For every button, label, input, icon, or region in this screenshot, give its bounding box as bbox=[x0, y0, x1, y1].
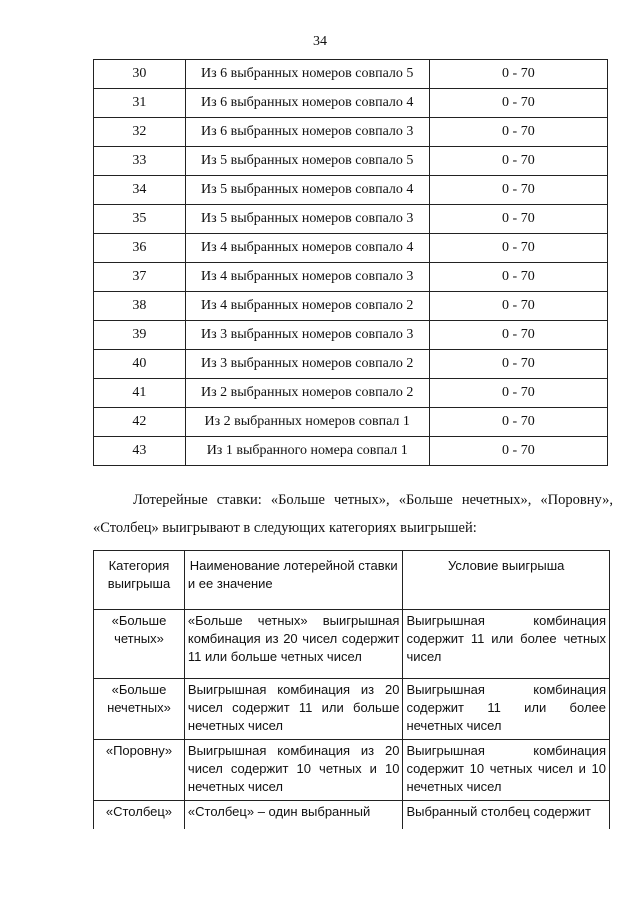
results-table-body bbox=[94, 60, 608, 466]
row-range: 0 - 70 bbox=[429, 147, 607, 176]
paragraph-line-2: «Столбец» выигрывают в следующих категориях выигрышей: bbox=[93, 520, 477, 536]
paragraph-line-1: Лотерейные ставки: «Больше четных», «Больше нечетных», «Поровну», bbox=[133, 492, 613, 508]
table-row bbox=[94, 679, 610, 740]
row-name: «Столбец» – один выбранный bbox=[184, 801, 403, 830]
row-category: «Поровну» bbox=[94, 740, 185, 801]
row-description: Из 2 выбранных номеров совпал 1 bbox=[185, 408, 429, 437]
row-number: 34 bbox=[94, 176, 186, 205]
row-description: Из 4 выбранных номеров совпало 4 bbox=[185, 234, 429, 263]
row-range: 0 - 70 bbox=[429, 379, 607, 408]
row-range: 0 - 70 bbox=[429, 234, 607, 263]
row-range: 0 - 70 bbox=[429, 292, 607, 321]
row-range: 0 - 70 bbox=[429, 60, 607, 89]
row-description: Из 6 выбранных номеров совпало 4 bbox=[185, 89, 429, 118]
table-row bbox=[94, 408, 608, 437]
row-number: 43 bbox=[94, 437, 186, 466]
row-number: 30 bbox=[94, 60, 186, 89]
row-condition: Выигрышная комбинация содержит 10 четных чисел и 10 нечетных чисел bbox=[403, 740, 610, 801]
row-description: Из 5 выбранных номеров совпало 3 bbox=[185, 205, 429, 234]
row-number: 35 bbox=[94, 205, 186, 234]
row-range: 0 - 70 bbox=[429, 408, 607, 437]
table-row bbox=[94, 379, 608, 408]
table-row bbox=[94, 118, 608, 147]
row-description: Из 3 выбранных номеров совпало 3 bbox=[185, 321, 429, 350]
table-row bbox=[94, 176, 608, 205]
row-range: 0 - 70 bbox=[429, 176, 607, 205]
row-name: Выигрышная комбинация из 20 чисел содержит 11 или больше нечетных чисел bbox=[184, 679, 403, 740]
row-range: 0 - 70 bbox=[429, 437, 607, 466]
row-number: 32 bbox=[94, 118, 186, 147]
row-range: 0 - 70 bbox=[429, 89, 607, 118]
table-row bbox=[94, 292, 608, 321]
table-row bbox=[94, 610, 610, 679]
table-row bbox=[94, 263, 608, 292]
page-number: 34 bbox=[313, 34, 327, 49]
row-range: 0 - 70 bbox=[429, 321, 607, 350]
row-number: 31 bbox=[94, 89, 186, 118]
table-row bbox=[94, 60, 608, 89]
header-category: Категория выигрыша bbox=[94, 551, 185, 610]
header-name: Наименование лотерейной ставки и ее значение bbox=[184, 551, 403, 610]
row-condition: Выигрышная комбинация содержит 11 или более четных чисел bbox=[403, 610, 610, 679]
table-row bbox=[94, 801, 610, 830]
row-name: «Больше четных» выигрышная комбинация из 20 чисел содержит 11 или больше четных чисел bbox=[184, 610, 403, 679]
table-row bbox=[94, 89, 608, 118]
row-number: 38 bbox=[94, 292, 186, 321]
row-name: Выигрышная комбинация из 20 чисел содержит 10 четных и 10 нечетных чисел bbox=[184, 740, 403, 801]
row-category: «Столбец» bbox=[94, 801, 185, 830]
row-range: 0 - 70 bbox=[429, 205, 607, 234]
row-range: 0 - 70 bbox=[429, 263, 607, 292]
row-description: Из 3 выбранных номеров совпало 2 bbox=[185, 350, 429, 379]
table-row bbox=[94, 147, 608, 176]
row-description: Из 4 выбранных номеров совпало 3 bbox=[185, 263, 429, 292]
row-number: 36 bbox=[94, 234, 186, 263]
row-range: 0 - 70 bbox=[429, 350, 607, 379]
row-description: Из 2 выбранных номеров совпало 2 bbox=[185, 379, 429, 408]
table-row bbox=[94, 740, 610, 801]
results-table bbox=[93, 59, 608, 466]
table-row bbox=[94, 234, 608, 263]
table-row bbox=[94, 205, 608, 234]
table-row bbox=[94, 437, 608, 466]
row-description: Из 1 выбранного номера совпал 1 bbox=[185, 437, 429, 466]
row-condition: Выигрышная комбинация содержит 11 или более нечетных чисел bbox=[403, 679, 610, 740]
row-description: Из 4 выбранных номеров совпало 2 bbox=[185, 292, 429, 321]
row-description: Из 5 выбранных номеров совпало 4 bbox=[185, 176, 429, 205]
table-row bbox=[94, 350, 608, 379]
intro-paragraph bbox=[93, 486, 613, 542]
header-condition: Условие выигрыша bbox=[403, 551, 610, 610]
row-number: 33 bbox=[94, 147, 186, 176]
row-range: 0 - 70 bbox=[429, 118, 607, 147]
row-number: 40 bbox=[94, 350, 186, 379]
table-row bbox=[94, 321, 608, 350]
row-category: «Больше нечетных» bbox=[94, 679, 185, 740]
row-category: «Больше четных» bbox=[94, 610, 185, 679]
row-description: Из 6 выбранных номеров совпало 3 bbox=[185, 118, 429, 147]
row-condition: Выбранный столбец содержит bbox=[403, 801, 610, 830]
row-number: 37 bbox=[94, 263, 186, 292]
row-description: Из 6 выбранных номеров совпало 5 bbox=[185, 60, 429, 89]
row-number: 42 bbox=[94, 408, 186, 437]
row-number: 41 bbox=[94, 379, 186, 408]
row-description: Из 5 выбранных номеров совпало 5 bbox=[185, 147, 429, 176]
bet-categories-table bbox=[93, 550, 610, 829]
table-header-row bbox=[94, 551, 610, 610]
row-number: 39 bbox=[94, 321, 186, 350]
